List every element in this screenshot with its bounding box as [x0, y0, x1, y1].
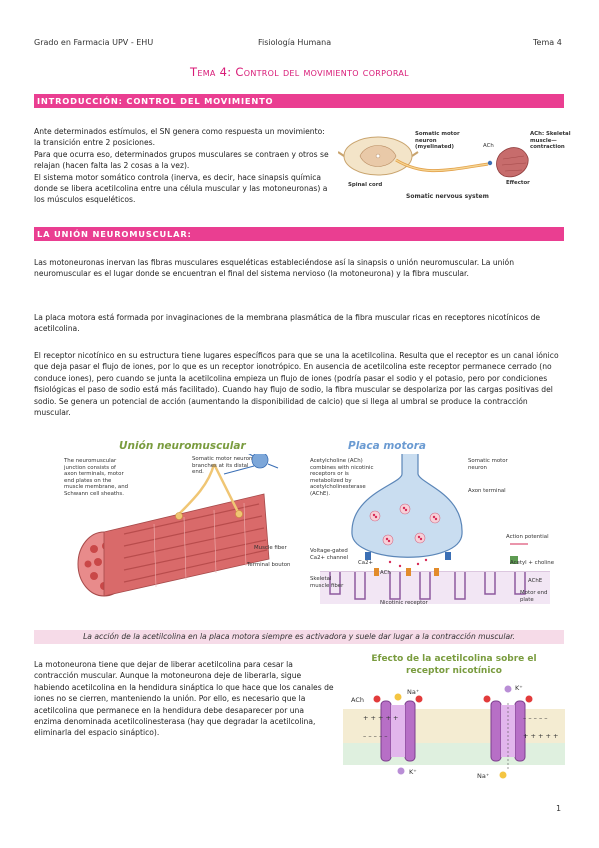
minus-left: – – – – –: [363, 732, 388, 740]
header-course: Grado en Farmacia UPV - EHU: [34, 38, 154, 47]
ach-label-2: ACh: [380, 570, 391, 576]
somatic-neuron-label: Somatic motor neuron (myelinated): [415, 131, 460, 150]
effector-label: Effector: [506, 180, 530, 186]
header-subject: Fisiología Humana: [258, 38, 332, 47]
union-paragraph-4: La motoneurona tiene que dejar de liberar acetilcolina para cesar la contracción muscular. Aunque la motoneurona deje de liberarla, sigue habiendo acetilcolina en la hendidura sináptica lo que hace que los canales de iones no se cierren, manteniendo la unión. Por ello, es necesario que la acetilcolina que permanece en la hendidura debe desaparecer por una enzima denominada acetilcolinesterasa (hay que degradar la acetilcolina, eliminarla del espacio sináptico).: [34, 660, 334, 738]
somatic-system-label: Somatic nervous system: [406, 193, 489, 200]
header-topic: Tema 4: [533, 38, 562, 47]
somatic-system-figure: [338, 126, 570, 210]
figure-title-placa: Placa motora: [348, 440, 426, 452]
motor-end-plate-figure: [310, 440, 565, 620]
muscle-fiber-label: Muscle fiber: [254, 545, 287, 551]
page-number: 1: [556, 804, 562, 813]
ca-channel-label: Voltage-gated Ca2+ channel: [310, 548, 349, 561]
spinal-cord-label: Spinal cord: [348, 182, 383, 188]
figure-caption: La acción de la acetilcolina en la placa motora siempre es activadora y suele dar lugar a la contracción muscular.: [34, 630, 564, 644]
union-paragraph-3: El receptor nicotínico en su estructura tiene lugares específicos para que se una la acetilcolina. Resulta que el receptor es un canal iónico que deja pasar el flujo de iones, por lo que es un receptor ionotrópico. En ausencia de acetilcolina este receptor permanece cerrado (no conduce iones), pero cuando se junta la acetilcolina empieza un flujo de iones (podría pasar el sodio y el potasio, pero por condiciones fisiológicas el paso de sodio está más facilitado). Cuando hay flujo de sodio, la fibra muscular se despolariza por las cargas positivas del sodio. Se genera un potencial de acción (aumentando la disponibilidad de calcio) que si llega al umbral se produce la contracción muscular.: [34, 351, 559, 418]
union-paragraph-1: Las motoneuronas inervan las fibras musculares esqueléticas estableciéndose así la sinapsis o unión neuromuscular. La unión neuromuscular es el lugar donde se encuentran el final del sistema nervioso (la motoneurona) y la fibra muscular.: [34, 258, 515, 279]
ache-label: AChE: [528, 578, 543, 584]
plus-left: + + + + +: [363, 714, 399, 722]
figure-title-efecto: [343, 653, 565, 677]
spinal-cord-illustration: [338, 137, 418, 175]
na-label-left: Na⁺: [407, 688, 420, 696]
ach-label-3: ACh: [351, 696, 364, 704]
somatic-branch-note: Somatic motor neuron branches at its distal end.: [192, 456, 253, 475]
efecto-title-line1: Efecto de la acetilcolina sobre el: [371, 654, 537, 664]
union-paragraph-2: La placa motora está formada por invaginaciones de la membrana plasmática de la fibra muscular ricas en receptores nicotínicos de acetilcolina.: [34, 313, 541, 334]
somatic-neuron-label-2: Somatic motor neuron: [468, 458, 508, 471]
terminal-bouton-label: Terminal bouton: [247, 562, 291, 568]
section-heading-intro: INTRODUCCIÓN: CONTROL DEL MOVIMIENTO: [34, 94, 564, 108]
intro-paragraph: Ante determinados estímulos, el SN genera como respuesta un movimiento: la transición entre 2 posiciones.: [34, 127, 325, 148]
skeletal-muscle-illustration: [497, 148, 529, 177]
acetyl-choline-label: Acetyl + choline: [510, 560, 555, 566]
page-title: Tema 4: Control del movimiento corporal: [190, 65, 409, 79]
section-heading-union: LA UNIÓN NEUROMUSCULAR:: [34, 227, 564, 241]
junction-note: The neuromuscular junction consists of axon terminals, motor end plates on the muscle membrane, and Schwann cell sheaths.: [64, 458, 129, 497]
figure-title-union: Unión neuromuscular: [119, 440, 246, 452]
ach-contraction-label: ACh: Skeletal muscle—contraction: [530, 131, 571, 150]
ach-label: ACh: [483, 143, 494, 149]
intro-text: [34, 126, 329, 206]
efecto-title-line2: receptor nicotínico: [406, 666, 502, 676]
intro-paragraph: El sistema motor somático controla (inerva, es decir, hace sinapsis química donde se libera acetilcolina entre una célula muscular y las motoneuronas) a los músculos esqueléticos.: [34, 172, 328, 205]
skeletal-fiber-label: Skeletal muscle fiber: [310, 576, 344, 589]
k-label-right: K⁺: [515, 684, 523, 692]
na-label-right: Na⁺: [477, 772, 490, 780]
plus-right: + + + + +: [523, 732, 559, 740]
ca-label: Ca2+: [358, 560, 374, 566]
neuromuscular-junction-figure: [64, 440, 300, 610]
intro-paragraph: Para que ocurra eso, determinados grupos musculares se contraen y otros se relajan (hacen falta las 2 cosas a la vez).: [34, 149, 329, 171]
action-potential-label: Action potential: [506, 534, 549, 540]
minus-right: – – – – –: [523, 714, 548, 722]
k-label-left: K⁺: [409, 768, 417, 776]
motor-end-plate-label: Motor end plate: [520, 590, 548, 603]
nicotinic-effect-figure: [343, 653, 565, 785]
nicotinic-receptor-label: Nicotinic receptor: [380, 600, 428, 606]
ach-combines-note: Acetylcholine (ACh) combines with nicotinic receptors or is metabolized by acetylcholinesterase (AChE).: [310, 458, 374, 497]
axon-terminal-label: Axon terminal: [468, 488, 506, 494]
